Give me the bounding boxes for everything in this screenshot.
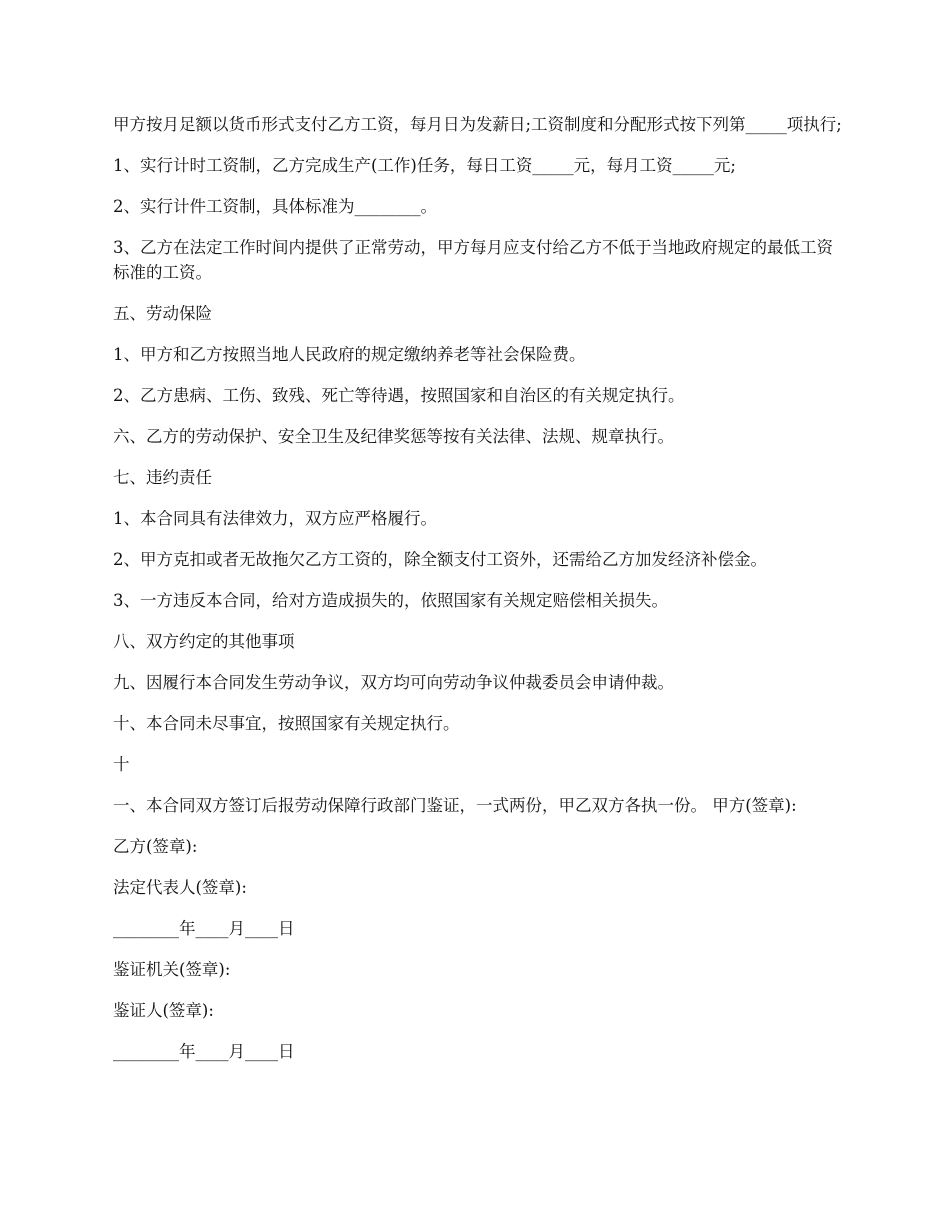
liability-clause-2: 2、甲方克扣或者无故拖欠乙方工资的，除全额支付工资外，还需给乙方加发经济补偿金。	[113, 550, 767, 569]
liability-clause-1: 1、本合同具有法律效力，双方应严格履行。	[113, 509, 437, 528]
liability-clause-3: 3、一方违反本合同，给对方造成损失的，依照国家有关规定赔偿相关损失。	[113, 591, 668, 610]
legal-representative-signature-line: 法定代表人(签章):	[113, 878, 247, 897]
section-six-paragraph: 六、乙方的劳动保护、安全卫生及纪律奖惩等按有关法律、法规、规章执行。	[113, 427, 674, 446]
section-heading-labor-insurance: 五、劳动保险	[113, 304, 212, 323]
section-eleven-paragraph: 一、本合同双方签订后报劳动保障行政部门鉴证，一式两份，甲乙双方各执一份。 甲方(签章):	[113, 796, 797, 815]
insurance-clause-1: 1、甲方和乙方按照当地人民政府的规定缴纳养老等社会保险费。	[113, 345, 586, 364]
party-b-signature-line: 乙方(签章):	[113, 837, 198, 856]
document-body	[113, 112, 843, 1080]
section-heading-other-matters: 八、双方约定的其他事项	[113, 632, 295, 651]
wage-option-2-paragraph: 2、实行计件工资制，具体标准为________。	[113, 197, 437, 216]
certification-date-line: ________年____月____日	[113, 1042, 295, 1061]
signing-date-line: ________年____月____日	[113, 919, 295, 938]
wage-payment-paragraph: 甲方按月足额以货币形式支付乙方工资，每月日为发薪日;工资制度和分配形式按下列第_____项执行;	[113, 115, 842, 134]
section-ten-paragraph: 十、本合同未尽事宜，按照国家有关规定执行。	[113, 714, 460, 733]
section-nine-paragraph: 九、因履行本合同发生劳动争议，双方均可向劳动争议仲裁委员会申请仲裁。	[113, 673, 674, 692]
section-eleven-number: 十	[113, 755, 130, 774]
certifying-authority-signature-line: 鉴证机关(签章):	[113, 960, 231, 979]
wage-option-3-paragraph: 3、乙方在法定工作时间内提供了正常劳动，甲方每月应支付给乙方不低于当地政府规定的最低工资标准的工资。	[113, 238, 833, 282]
wage-option-1-paragraph: 1、实行计时工资制，乙方完成生产(工作)任务，每日工资_____元，每月工资_____元;	[113, 156, 736, 175]
certifier-signature-line: 鉴证人(签章):	[113, 1001, 214, 1020]
section-heading-liability: 七、违约责任	[113, 468, 212, 487]
insurance-clause-2: 2、乙方患病、工伤、致残、死亡等待遇，按照国家和自治区的有关规定执行。	[113, 386, 685, 405]
